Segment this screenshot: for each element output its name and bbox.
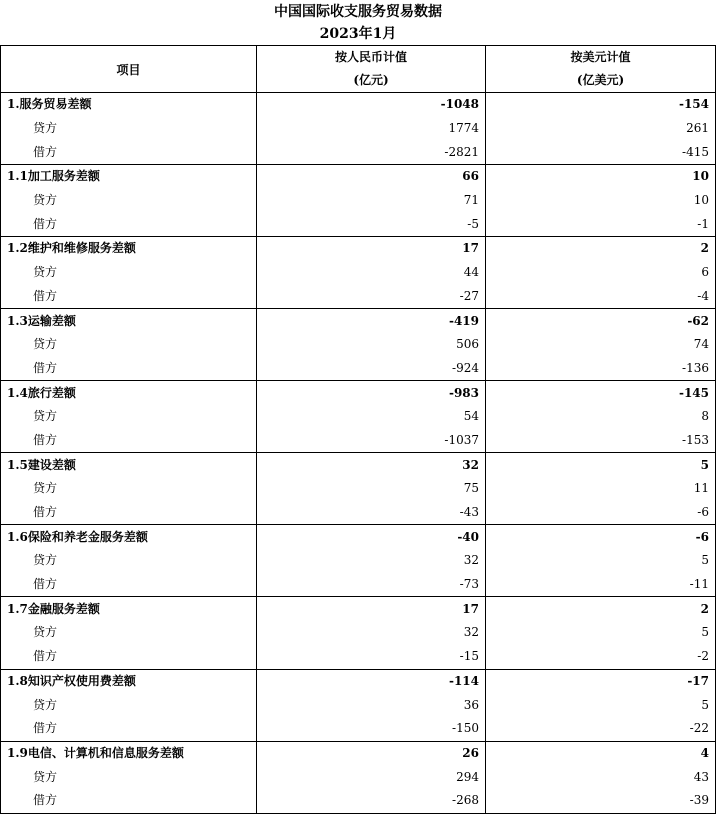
table-row-category: [1, 669, 716, 693]
table-row: [1, 501, 716, 525]
row-rmb-value: -27: [257, 285, 486, 309]
row-label: 1.9电信、计算机和信息服务差额: [1, 741, 257, 765]
row-rmb-value: 32: [257, 621, 486, 645]
row-rmb-value: -1048: [257, 93, 486, 117]
row-label: 贷方: [1, 405, 257, 429]
table-row-category: [1, 237, 716, 261]
row-label: 借方: [1, 357, 257, 381]
row-label: 借方: [1, 140, 257, 164]
row-usd-value: 2: [486, 597, 716, 621]
row-label: 1.4旅行差额: [1, 381, 257, 405]
row-rmb-value: 36: [257, 693, 486, 717]
row-usd-value: 6: [486, 261, 716, 285]
header-usd: [486, 46, 716, 93]
row-usd-value: -11: [486, 573, 716, 597]
row-label: 贷方: [1, 117, 257, 141]
row-usd-value: -2: [486, 645, 716, 669]
row-rmb-value: -40: [257, 525, 486, 549]
row-usd-value: 5: [486, 621, 716, 645]
table-row: [1, 140, 716, 164]
table-row: [1, 645, 716, 669]
table-row-category: [1, 309, 716, 333]
row-usd-value: -17: [486, 669, 716, 693]
table-row: [1, 477, 716, 501]
row-rmb-value: 75: [257, 477, 486, 501]
row-usd-value: 4: [486, 741, 716, 765]
table-row: [1, 189, 716, 213]
row-label: 贷方: [1, 261, 257, 285]
row-label: 贷方: [1, 477, 257, 501]
row-rmb-value: -43: [257, 501, 486, 525]
row-rmb-value: -419: [257, 309, 486, 333]
row-label: 借方: [1, 789, 257, 813]
row-label: 1.服务贸易差额: [1, 93, 257, 117]
row-rmb-value: 54: [257, 405, 486, 429]
row-rmb-value: 26: [257, 741, 486, 765]
table-row: [1, 693, 716, 717]
document-title: 中国国际收支服务贸易数据: [274, 4, 442, 20]
table-row: [1, 261, 716, 285]
row-usd-value: -136: [486, 357, 716, 381]
row-rmb-value: -15: [257, 645, 486, 669]
row-usd-value: -1: [486, 212, 716, 236]
table-row: [1, 549, 716, 573]
row-usd-value: 261: [486, 117, 716, 141]
row-usd-value: -145: [486, 381, 716, 405]
row-usd-value: 5: [486, 549, 716, 573]
row-label: 借方: [1, 645, 257, 669]
row-label: 1.2维护和维修服务差额: [1, 237, 257, 261]
row-usd-value: -22: [486, 717, 716, 741]
table-row: [1, 405, 716, 429]
row-rmb-value: -150: [257, 717, 486, 741]
row-label: 1.7金融服务差额: [1, 597, 257, 621]
row-label: 1.6保险和养老金服务差额: [1, 525, 257, 549]
row-usd-value: 10: [486, 189, 716, 213]
table-row: [1, 285, 716, 309]
row-usd-value: 5: [486, 693, 716, 717]
table-row: [1, 357, 716, 381]
header-rmb: [257, 46, 486, 93]
header-usd-label: 按美元计值: [570, 50, 631, 64]
row-label: 借方: [1, 285, 257, 309]
row-rmb-value: -268: [257, 789, 486, 813]
row-usd-value: -154: [486, 93, 716, 117]
row-label: 1.8知识产权使用费差额: [1, 669, 257, 693]
table-row-category: [1, 597, 716, 621]
row-label: 借方: [1, 573, 257, 597]
row-usd-value: -6: [486, 501, 716, 525]
table-header-row: [1, 46, 716, 93]
table-row: [1, 117, 716, 141]
row-usd-value: -4: [486, 285, 716, 309]
row-rmb-value: -5: [257, 212, 486, 236]
header-rmb-label: 按人民币计值: [334, 50, 407, 64]
row-label: 借方: [1, 429, 257, 453]
row-label: 贷方: [1, 621, 257, 645]
row-label: 1.3运输差额: [1, 309, 257, 333]
row-label: 1.1加工服务差额: [1, 165, 257, 189]
row-rmb-value: 506: [257, 333, 486, 357]
table-row-category: [1, 741, 716, 765]
row-rmb-value: 17: [257, 597, 486, 621]
table-row-category: [1, 453, 716, 477]
row-label: 1.5建设差额: [1, 453, 257, 477]
services-trade-table: [0, 45, 716, 814]
document-period: 2023年1月: [319, 26, 397, 42]
row-rmb-value: 71: [257, 189, 486, 213]
table-body: [1, 93, 716, 814]
table-row: [1, 333, 716, 357]
table-row-category: [1, 525, 716, 549]
row-usd-value: -415: [486, 140, 716, 164]
table-row: [1, 765, 716, 789]
table-row: [1, 573, 716, 597]
row-rmb-value: -983: [257, 381, 486, 405]
row-usd-value: -62: [486, 309, 716, 333]
row-rmb-value: -73: [257, 573, 486, 597]
row-usd-value: 11: [486, 477, 716, 501]
row-label: 借方: [1, 501, 257, 525]
table-row-category: [1, 165, 716, 189]
row-rmb-value: 32: [257, 453, 486, 477]
row-usd-value: 43: [486, 765, 716, 789]
row-label: 贷方: [1, 693, 257, 717]
row-rmb-value: 32: [257, 549, 486, 573]
row-label: 贷方: [1, 333, 257, 357]
row-usd-value: 5: [486, 453, 716, 477]
row-label: 贷方: [1, 549, 257, 573]
table-row: [1, 621, 716, 645]
row-usd-value: 74: [486, 333, 716, 357]
row-usd-value: -39: [486, 789, 716, 813]
table-row: [1, 429, 716, 453]
row-label: 贷方: [1, 765, 257, 789]
table-row: [1, 789, 716, 813]
row-rmb-value: 1774: [257, 117, 486, 141]
row-rmb-value: 44: [257, 261, 486, 285]
row-usd-value: -153: [486, 429, 716, 453]
header-rmb-unit: (亿元): [353, 73, 389, 87]
row-rmb-value: -924: [257, 357, 486, 381]
row-usd-value: -6: [486, 525, 716, 549]
table-row: [1, 717, 716, 741]
row-label: 借方: [1, 717, 257, 741]
row-rmb-value: -1037: [257, 429, 486, 453]
row-usd-value: 10: [486, 165, 716, 189]
row-usd-value: 2: [486, 237, 716, 261]
table-row: [1, 212, 716, 236]
row-rmb-value: 17: [257, 237, 486, 261]
row-label: 借方: [1, 212, 257, 236]
row-rmb-value: 294: [257, 765, 486, 789]
row-usd-value: 8: [486, 405, 716, 429]
row-rmb-value: -2821: [257, 140, 486, 164]
row-label: 贷方: [1, 189, 257, 213]
header-item: 项目: [1, 46, 257, 93]
row-rmb-value: -114: [257, 669, 486, 693]
header-usd-unit: (亿美元): [576, 73, 625, 87]
table-row-category: [1, 381, 716, 405]
row-rmb-value: 66: [257, 165, 486, 189]
table-row-category: [1, 93, 716, 117]
